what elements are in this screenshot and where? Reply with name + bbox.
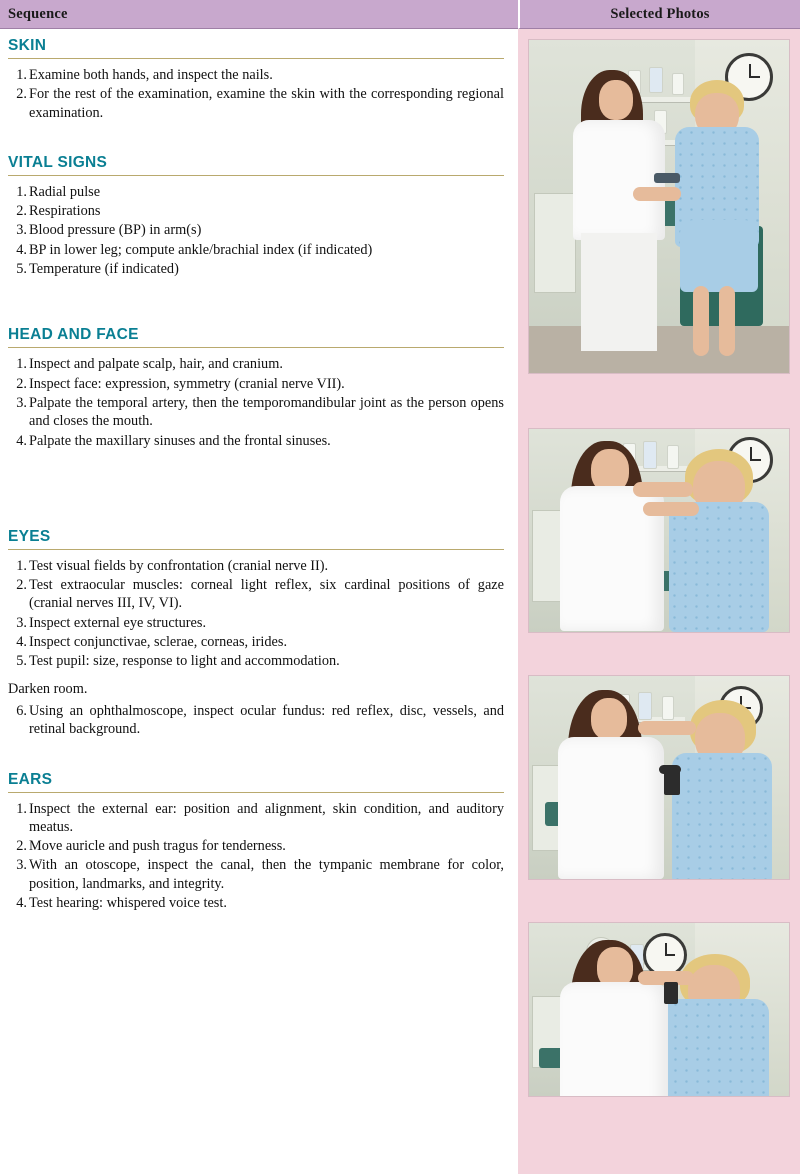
header-left-cell bbox=[0, 0, 518, 29]
section-skin bbox=[8, 37, 504, 122]
list-item bbox=[8, 394, 504, 431]
step-number: 3. bbox=[16, 614, 27, 631]
step-text: For the rest of the examination, examine the skin with the corresponding regional examination. bbox=[29, 86, 504, 121]
list-item bbox=[8, 800, 504, 837]
header-right-cell bbox=[518, 0, 800, 29]
step-text: Respirations bbox=[29, 203, 101, 220]
list-item bbox=[8, 202, 504, 220]
step-number: 2. bbox=[16, 838, 27, 855]
step-text: BP in lower leg; compute ankle/brachial index (if indicated) bbox=[29, 241, 373, 258]
list-item bbox=[8, 183, 504, 201]
section-title-eyes: EYES bbox=[8, 528, 504, 550]
step-number: 1. bbox=[16, 557, 27, 574]
list-item bbox=[8, 633, 504, 651]
list-item bbox=[8, 432, 504, 450]
list-item bbox=[8, 355, 504, 373]
list-item bbox=[8, 837, 504, 855]
section-vital-signs bbox=[8, 154, 504, 278]
step-number: 3. bbox=[16, 857, 27, 874]
step-number: 4. bbox=[16, 895, 27, 912]
section-title-vital-signs: VITAL SIGNS bbox=[8, 154, 504, 176]
step-number: 2. bbox=[16, 86, 27, 103]
step-text: Temperature (if indicated) bbox=[29, 261, 179, 278]
step-text: Palpate the maxillary sinuses and the frontal sinuses. bbox=[29, 432, 331, 449]
spacer bbox=[8, 741, 504, 771]
steps-vital-signs bbox=[8, 183, 504, 278]
list-item bbox=[8, 702, 504, 739]
step-number: 1. bbox=[16, 356, 27, 373]
section-title-head-and-face: HEAD AND FACE bbox=[8, 326, 504, 348]
step-text: Examine both hands, and inspect the nails. bbox=[29, 67, 273, 83]
steps-ears bbox=[8, 800, 504, 913]
step-text: Palpate the temporal artery, then the temporomandibular joint as the person opens and closes the mouth. bbox=[29, 394, 504, 430]
list-item bbox=[8, 894, 504, 912]
step-text: With an otoscope, inspect the canal, then the tympanic membrane for color, position, landmarks, and integrity. bbox=[29, 857, 504, 892]
step-number: 2. bbox=[16, 375, 27, 392]
step-number: 6. bbox=[16, 702, 27, 719]
clinic-scene-illustration bbox=[529, 429, 789, 632]
step-number: 1. bbox=[16, 183, 27, 200]
step-text: Blood pressure (BP) in arm(s) bbox=[29, 222, 202, 239]
step-text: Radial pulse bbox=[29, 183, 101, 200]
list-item bbox=[8, 614, 504, 632]
step-text: Test hearing: whispered voice test. bbox=[29, 895, 227, 912]
step-number: 3. bbox=[16, 222, 27, 239]
eyes-note: Darken room. bbox=[8, 680, 88, 697]
step-number: 4. bbox=[16, 634, 27, 651]
step-text: Inspect face: expression, symmetry (cranial nerve VII). bbox=[29, 375, 345, 392]
step-text: Inspect and palpate scalp, hair, and cranium. bbox=[29, 356, 283, 373]
photos-column-title: Selected Photos bbox=[610, 5, 710, 22]
spacer bbox=[8, 124, 504, 154]
step-number: 2. bbox=[16, 203, 27, 220]
step-text: Test visual fields by confrontation (cranial nerve II). bbox=[29, 557, 329, 574]
step-text: Inspect external eye structures. bbox=[29, 614, 207, 631]
list-item bbox=[8, 652, 504, 670]
step-number: 2. bbox=[16, 577, 27, 594]
step-text: Test pupil: size, response to light and accommodation. bbox=[29, 653, 340, 670]
list-item bbox=[8, 856, 504, 893]
steps-eyes bbox=[8, 557, 504, 671]
list-item bbox=[8, 66, 504, 84]
section-title-ears: EARS bbox=[8, 771, 504, 793]
list-item bbox=[8, 221, 504, 239]
section-eyes bbox=[8, 528, 504, 739]
step-number: 4. bbox=[16, 432, 27, 449]
step-text: Inspect the external ear: position and alignment, skin condition, and auditory meatus. bbox=[29, 800, 504, 835]
header-bar bbox=[0, 0, 800, 29]
body-columns bbox=[0, 29, 800, 1174]
list-item bbox=[8, 375, 504, 393]
list-item bbox=[8, 557, 504, 575]
clinic-scene-illustration bbox=[529, 923, 789, 1096]
spacer bbox=[8, 498, 504, 528]
list-item bbox=[8, 576, 504, 613]
step-number: 1. bbox=[16, 67, 27, 83]
sequence-column-title: Sequence bbox=[8, 5, 68, 22]
section-head-and-face bbox=[8, 326, 504, 449]
spacer bbox=[8, 280, 504, 326]
step-number: 5. bbox=[16, 261, 27, 278]
section-ears bbox=[8, 771, 504, 913]
clinic-scene-illustration bbox=[529, 40, 789, 373]
step-text: Test extraocular muscles: corneal light reflex, six cardinal positions of gaze (cranial nerves III, IV, VI). bbox=[29, 577, 504, 612]
photo-ophthalmoscope bbox=[528, 675, 790, 880]
step-number: 4. bbox=[16, 241, 27, 258]
step-number: 3. bbox=[16, 394, 27, 411]
step-text: Move auricle and push tragus for tenderness. bbox=[29, 838, 286, 855]
sequence-column bbox=[0, 29, 518, 1174]
step-number: 1. bbox=[16, 800, 27, 817]
photo-otoscope bbox=[528, 922, 790, 1097]
list-item bbox=[8, 260, 504, 278]
steps-eyes-continued bbox=[8, 702, 504, 739]
list-item bbox=[8, 85, 504, 122]
photos-column bbox=[518, 29, 800, 1174]
steps-head-and-face bbox=[8, 355, 504, 449]
clinic-scene-illustration bbox=[529, 676, 789, 879]
photo-face-palpation bbox=[528, 428, 790, 633]
photo-blood-pressure bbox=[528, 39, 790, 374]
list-item bbox=[8, 241, 504, 259]
step-text: Inspect conjunctivae, sclerae, corneas, irides. bbox=[29, 634, 288, 651]
section-title-skin: SKIN bbox=[8, 37, 504, 59]
step-text: Using an ophthalmoscope, inspect ocular fundus: red reflex, disc, vessels, and retinal background. bbox=[29, 702, 504, 738]
spacer bbox=[8, 452, 504, 498]
steps-skin bbox=[8, 66, 504, 122]
step-number: 5. bbox=[16, 653, 27, 670]
